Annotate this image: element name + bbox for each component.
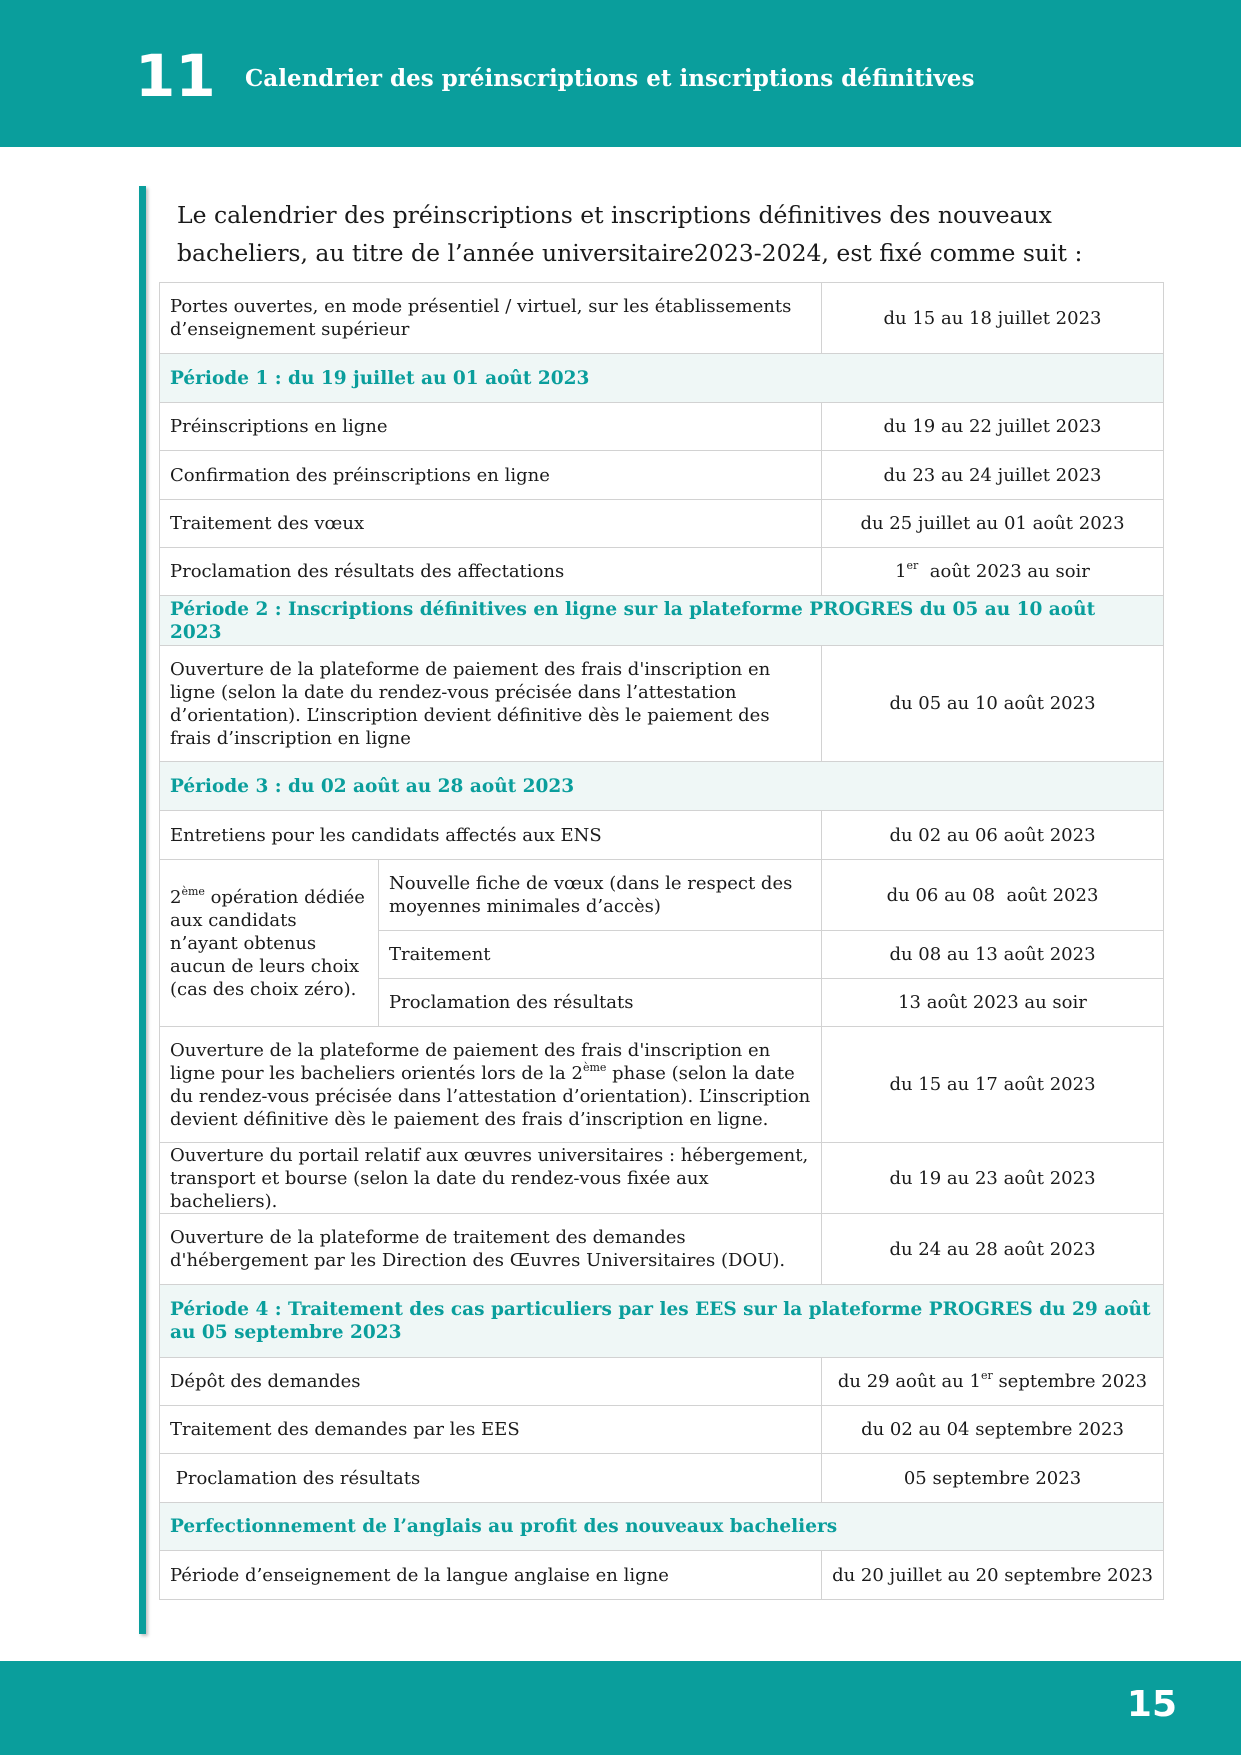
period-2-title: Période 2 : Inscriptions définitives en ligne sur la plateforme PROGRES du 05 au 10 août 2023 bbox=[160, 596, 1164, 646]
chapter-title: Calendrier des préinscriptions et inscriptions définitives bbox=[245, 65, 975, 92]
row-date: 1er août 2023 au soir bbox=[822, 548, 1164, 596]
row-label: Proclamation des résultats des affectations bbox=[160, 548, 822, 596]
period-3-title: Période 3 : du 02 août au 28 août 2023 bbox=[160, 762, 1164, 811]
row-date: du 08 au 13 août 2023 bbox=[822, 931, 1164, 979]
period-heading bbox=[160, 1285, 1164, 1358]
table-row bbox=[160, 1358, 1164, 1406]
table-row bbox=[160, 283, 1164, 354]
table-row bbox=[160, 1406, 1164, 1454]
row-date: du 24 au 28 août 2023 bbox=[822, 1214, 1164, 1285]
row-date: du 19 au 22 juillet 2023 bbox=[822, 403, 1164, 451]
period-1-title: Période 1 : du 19 juillet au 01 août 2023 bbox=[160, 354, 1164, 403]
row-date: du 05 au 10 août 2023 bbox=[822, 646, 1164, 762]
row-date: du 02 au 04 septembre 2023 bbox=[822, 1406, 1164, 1454]
table-row bbox=[160, 1214, 1164, 1285]
table-row bbox=[160, 1551, 1164, 1600]
table-row bbox=[160, 860, 1164, 931]
group-label: 2ème opération dédiée aux candidats n’ayant obtenus aucun de leurs choix (cas des choix zéro). bbox=[160, 860, 379, 1027]
table-row bbox=[160, 646, 1164, 762]
row-date: du 20 juillet au 20 septembre 2023 bbox=[822, 1551, 1164, 1600]
row-date: du 23 au 24 juillet 2023 bbox=[822, 451, 1164, 500]
table-row bbox=[160, 548, 1164, 596]
row-date: du 19 au 23 août 2023 bbox=[822, 1143, 1164, 1214]
period-heading bbox=[160, 596, 1164, 646]
row-label: Traitement bbox=[379, 931, 822, 979]
row-label: Ouverture de la plateforme de paiement des frais d'inscription en ligne pour les bacheliers orientés lors de la 2ème phase (selon la date du rendez-vous précisée dans l’attestation d’orientation). L’inscription devient définitive dès le paiement des frais d’inscription en ligne. bbox=[160, 1027, 822, 1143]
intro-paragraph: Le calendrier des préinscriptions et inscriptions définitives des nouveaux bacheliers, au titre de l’année universitaire2023-2024, est fixé comme suit : bbox=[177, 201, 1083, 267]
table-row bbox=[160, 811, 1164, 860]
row-label: Nouvelle fiche de vœux (dans le respect des moyennes minimales d’accès) bbox=[379, 860, 822, 931]
row-label: Traitement des vœux bbox=[160, 500, 822, 548]
period-heading bbox=[160, 762, 1164, 811]
row-label: Portes ouvertes, en mode présentiel / virtuel, sur les établissements d’enseignement supérieur bbox=[160, 283, 822, 354]
row-label: Ouverture du portail relatif aux œuvres universitaires : hébergement, transport et bourse (selon la date du rendez-vous fixée aux bacheliers). bbox=[160, 1143, 822, 1214]
section-heading bbox=[160, 1503, 1164, 1551]
table-row bbox=[160, 451, 1164, 500]
page-footer bbox=[0, 1661, 1241, 1755]
row-date: du 15 au 17 août 2023 bbox=[822, 1027, 1164, 1143]
calendar-table bbox=[159, 282, 1164, 1600]
row-label: Traitement des demandes par les EES bbox=[160, 1406, 822, 1454]
row-label: Ouverture de la plateforme de paiement des frais d'inscription en ligne (selon la date du rendez-vous précisée dans l’attestation d’orientation). L’inscription devient définitive dès le paiement des frais d’inscription en ligne bbox=[160, 646, 822, 762]
row-date: du 06 au 08 août 2023 bbox=[822, 860, 1164, 931]
row-label: Dépôt des demandes bbox=[160, 1358, 822, 1406]
chapter-number: 11 bbox=[135, 42, 216, 110]
table-row bbox=[160, 1454, 1164, 1503]
row-label: Préinscriptions en ligne bbox=[160, 403, 822, 451]
table-row bbox=[160, 1143, 1164, 1214]
row-date: du 02 au 06 août 2023 bbox=[822, 811, 1164, 860]
row-date: 05 septembre 2023 bbox=[822, 1454, 1164, 1503]
period-4-title: Période 4 : Traitement des cas particuliers par les EES sur la plateforme PROGRES du 29 août au 05 septembre 2023 bbox=[160, 1285, 1164, 1358]
row-date: du 29 août au 1er septembre 2023 bbox=[822, 1358, 1164, 1406]
row-date: 13 août 2023 au soir bbox=[822, 979, 1164, 1027]
row-date: du 25 juillet au 01 août 2023 bbox=[822, 500, 1164, 548]
row-label: Entretiens pour les candidats affectés aux ENS bbox=[160, 811, 822, 860]
table-row bbox=[160, 1027, 1164, 1143]
page-number: 15 bbox=[1126, 1684, 1177, 1725]
row-date: du 15 au 18 juillet 2023 bbox=[822, 283, 1164, 354]
row-label: Ouverture de la plateforme de traitement des demandes d'hébergement par les Direction des Œuvres Universitaires (DOU). bbox=[160, 1214, 822, 1285]
row-label: Proclamation des résultats bbox=[160, 1454, 822, 1503]
accent-bar bbox=[139, 186, 146, 1634]
row-label: Période d’enseignement de la langue anglaise en ligne bbox=[160, 1551, 822, 1600]
table-row bbox=[160, 500, 1164, 548]
chapter-header bbox=[0, 0, 1241, 147]
english-heading: Perfectionnement de l’anglais au profit des nouveaux bacheliers bbox=[160, 1503, 1164, 1551]
row-label: Confirmation des préinscriptions en ligne bbox=[160, 451, 822, 500]
period-heading bbox=[160, 354, 1164, 403]
table-row bbox=[160, 403, 1164, 451]
row-label: Proclamation des résultats bbox=[379, 979, 822, 1027]
